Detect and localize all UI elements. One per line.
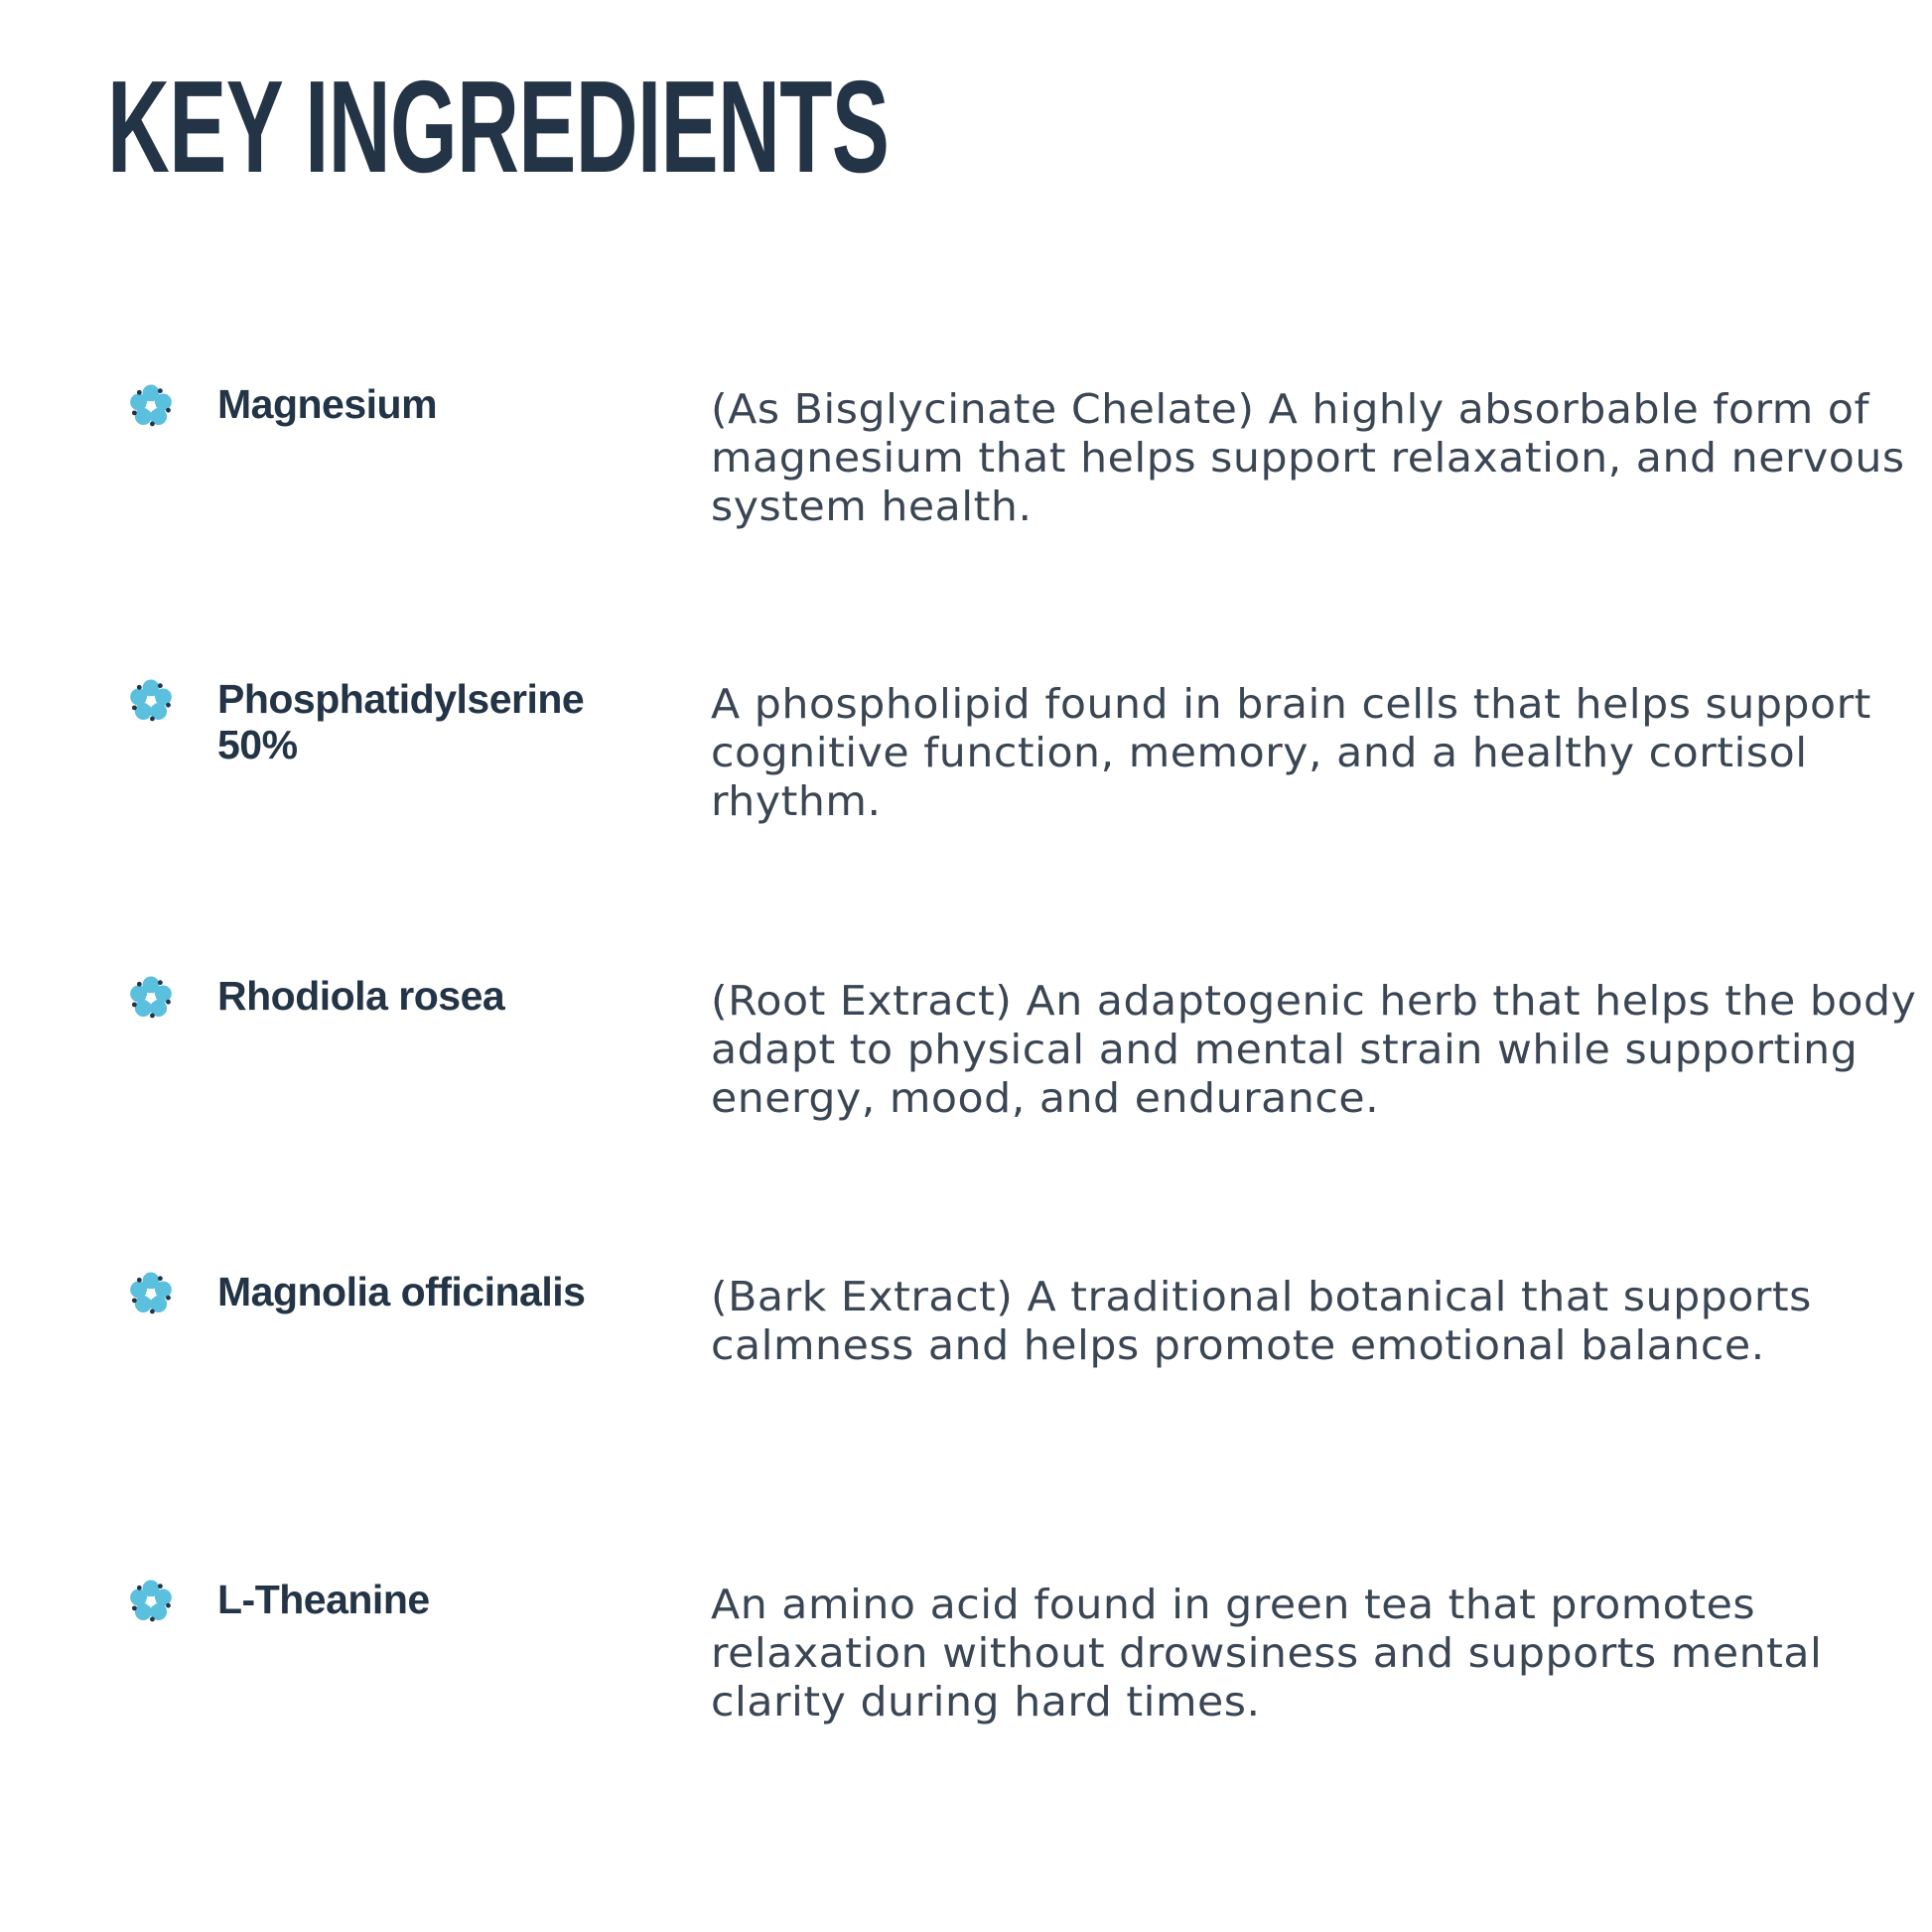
flower-dot <box>132 1605 137 1610</box>
flower-dot <box>150 1310 155 1314</box>
flower-dot <box>166 408 171 413</box>
flower-center <box>146 1596 156 1606</box>
flower-dot <box>150 422 155 427</box>
flower-dot <box>158 1584 163 1588</box>
ingredient-description: (Bark Extract) A traditional botanical that supports calmness and helps promote emotional balance. <box>711 1273 1812 1369</box>
ingredient-row-magnolia-officinalis <box>0 1269 1932 1487</box>
ingredient-row-phosphatidylserine <box>0 676 1932 895</box>
flower-dot <box>132 410 137 415</box>
flower-dot <box>132 1298 137 1303</box>
flower-dot <box>166 1296 171 1301</box>
flower-petal <box>130 1588 147 1605</box>
flower-dot <box>137 1278 142 1283</box>
flower-petal <box>155 1281 172 1298</box>
page-title: KEY INGREDIENTS <box>107 54 890 200</box>
flower-icon <box>128 1271 174 1316</box>
flower-dot <box>166 1000 171 1005</box>
flower-center <box>146 1289 156 1299</box>
ingredient-row-rhodiola-rosea <box>0 973 1932 1191</box>
flower-icon <box>128 383 174 429</box>
ingredient-description: (As Bisglycinate Chelate) A highly absorbable form of magnesium that helps support relaxation, and nervous system health. <box>711 385 1905 530</box>
flower-dot <box>166 703 171 708</box>
flower-center <box>146 696 156 706</box>
ingredient-row-l-theanine <box>0 1577 1932 1795</box>
flower-petal <box>130 985 147 1002</box>
flower-icon <box>128 975 174 1021</box>
flower-icon <box>128 678 174 724</box>
ingredient-description: An amino acid found in green tea that promotes relaxation without drowsiness and supports mental clarity during hard times. <box>711 1581 1823 1725</box>
ingredient-name: Phosphatidylserine 50% <box>217 676 585 767</box>
ingredient-name: Magnolia officinalis <box>217 1269 586 1314</box>
flower-dot <box>150 717 155 722</box>
flower-dot <box>137 685 142 690</box>
flower-center <box>146 993 156 1003</box>
flower-petal <box>155 1588 172 1605</box>
flower-dot <box>158 683 163 688</box>
flower-dot <box>137 1586 142 1590</box>
flower-petal <box>155 393 172 410</box>
flower-dot <box>158 1276 163 1281</box>
flower-petal <box>155 985 172 1002</box>
flower-petal <box>130 1281 147 1298</box>
flower-dot <box>158 388 163 393</box>
flower-petal <box>130 393 147 410</box>
flower-icon <box>128 1579 174 1624</box>
ingredient-description: A phospholipid found in brain cells that helps support cognitive function, memory, and a healthy cortisol rhythm. <box>711 680 1871 825</box>
ingredient-name: Magnesium <box>217 381 438 427</box>
flower-dot <box>150 1014 155 1019</box>
ingredient-row-magnesium <box>0 381 1932 600</box>
flower-petal <box>155 688 172 705</box>
flower-dot <box>137 982 142 987</box>
flower-center <box>146 401 156 411</box>
flower-dot <box>166 1603 171 1608</box>
flower-dot <box>132 1002 137 1007</box>
flower-petal <box>130 688 147 705</box>
ingredient-name: L-Theanine <box>217 1577 430 1622</box>
ingredient-name: Rhodiola rosea <box>217 973 505 1019</box>
flower-dot <box>150 1617 155 1622</box>
flower-dot <box>137 390 142 395</box>
flower-dot <box>158 980 163 985</box>
ingredient-description: (Root Extract) An adaptogenic herb that helps the body adapt to physical and mental strain while supporting energy, mood, and endurance. <box>711 977 1917 1122</box>
flower-dot <box>132 705 137 710</box>
